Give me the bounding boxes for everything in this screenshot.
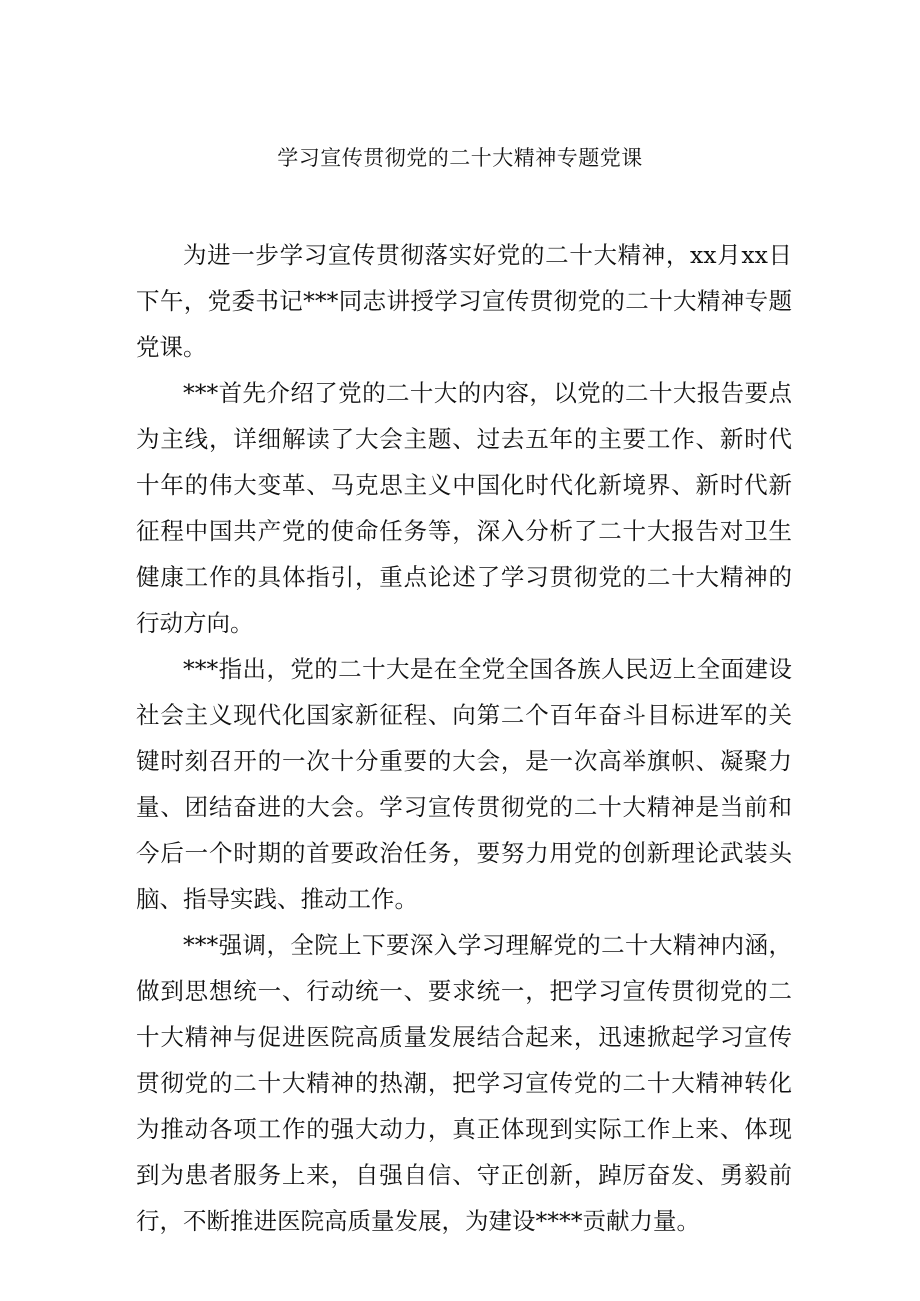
paragraph-intro: 为进一步学习宣传贯彻落实好党的二十大精神，xx月xx日下午，党委书记***同志讲授学习宣传贯彻党的二十大精神专题党课。 — [136, 241, 792, 361]
paragraph-significance: ***指出，党的二十大是在全党全国各族人民迈上全面建设社会主义现代化国家新征程、向第二个百年奋斗目标进军的关键时刻召开的一次十分重要的大会，是一次高举旗帜、凝聚力量、团结奋进的大会。学习宣传贯彻党的二十大精神是当前和今后一个时期的首要政治任务，要努力用党的创新理论武装头脑、指导实践、推动工作。 — [136, 655, 792, 913]
paragraph-content-overview: ***首先介绍了党的二十大的内容，以党的二十大报告要点为主线，详细解读了大会主题、过去五年的主要工作、新时代十年的伟大变革、马克思主义中国化时代化新境界、新时代新征程中国共产党的使命任务等，深入分析了二十大报告对卫生健康工作的具体指引，重点论述了学习贯彻党的二十大精神的行动方向。 — [136, 379, 792, 637]
document-body — [136, 232, 792, 1244]
document-title: 学习宣传贯彻党的二十大精神专题党课 — [277, 146, 643, 170]
paragraph-emphasis: ***强调，全院上下要深入学习理解党的二十大精神内涵，做到思想统一、行动统一、要求统一，把学习宣传贯彻党的二十大精神与促进医院高质量发展结合起来，迅速掀起学习宣传贯彻党的二十大精神的热潮，把学习宣传党的二十大精神转化为推动各项工作的强大动力，真正体现到实际工作上来、体现到为患者服务上来，自强自信、守正创新，踔厉奋发、勇毅前行，不断推进医院高质量发展，为建设****贡献力量。 — [136, 931, 792, 1235]
